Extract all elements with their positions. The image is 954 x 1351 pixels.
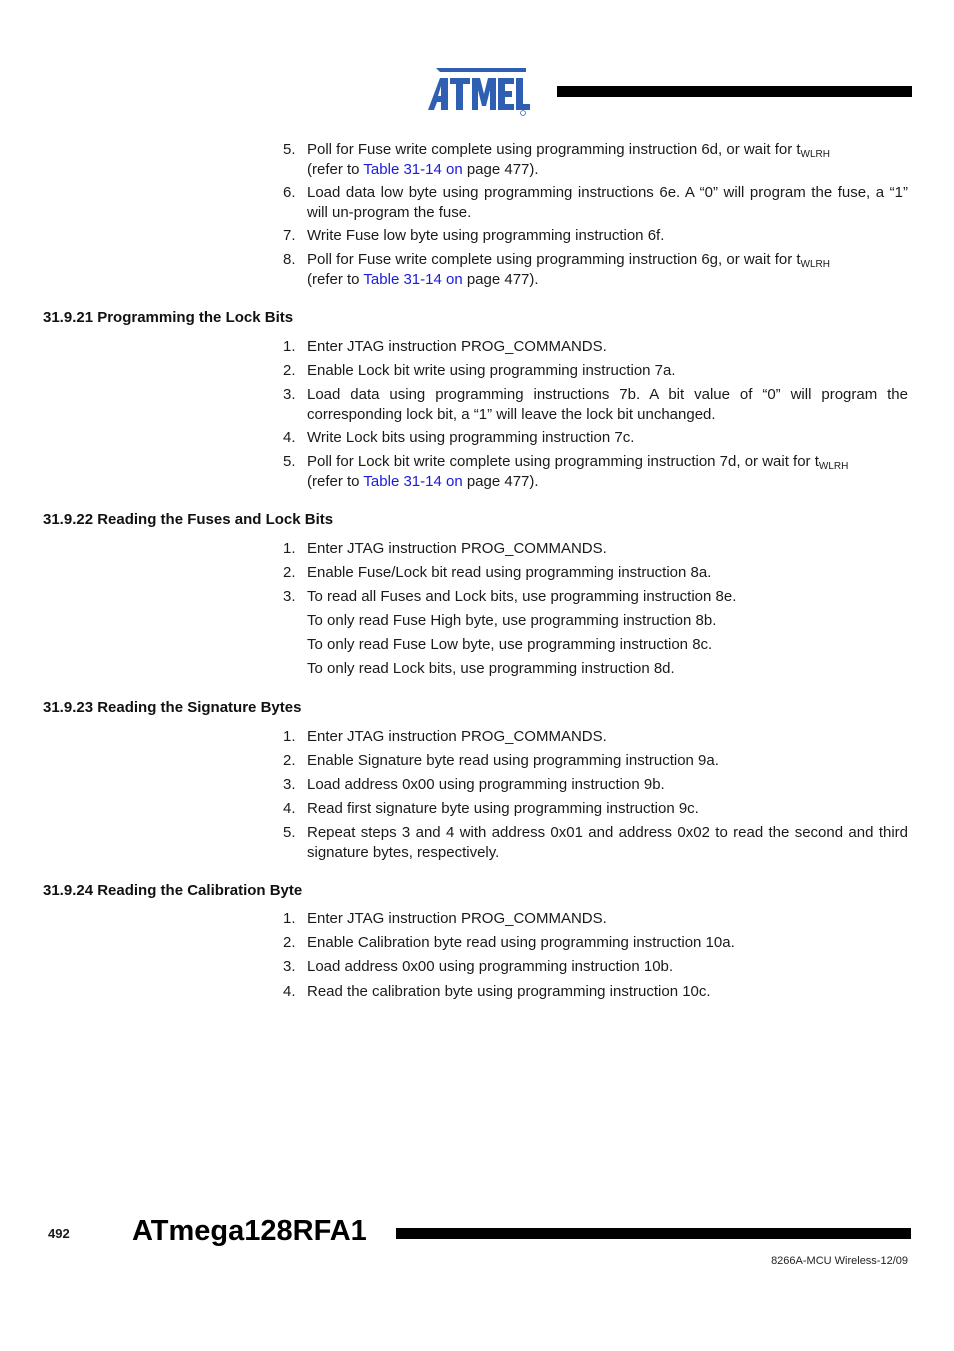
item-text: (refer to — [307, 270, 364, 288]
subscript: WLRH — [818, 461, 849, 472]
item-number: 1. — [283, 728, 296, 745]
item-text: (refer to — [307, 160, 364, 178]
item-text: Enable Fuse/Lock bit read using programming instruction 8a. — [307, 564, 712, 581]
section-heading: 31.9.24 Reading the Calibration Byte — [43, 882, 303, 899]
footer-rule — [396, 1228, 911, 1239]
subscript: WLRH — [800, 149, 830, 160]
item-text: To read all Fuses and Lock bits, use programming instruction 8e. — [307, 588, 737, 605]
item-number: 2. — [283, 934, 296, 951]
item-number: 1. — [283, 910, 296, 927]
note-text: To only read Lock bits, use programming instruction 8d. — [307, 660, 675, 677]
item-number: 1. — [283, 540, 296, 557]
item-text: page 477). — [462, 270, 539, 288]
item-number: 1. — [283, 338, 296, 355]
item-number: 4. — [283, 800, 296, 817]
document-title: ATmega128RFA1 — [132, 1215, 367, 1247]
item-text: Write Lock bits using programming instruction 7c. — [307, 429, 635, 446]
page-number: 492 — [48, 1226, 70, 1241]
note-text: To only read Fuse Low byte, use programming instruction 8c. — [307, 636, 713, 653]
table-link[interactable]: Table 31-14 on — [363, 160, 463, 178]
item-text: Enable Signature byte read using programming instruction 9a. — [307, 752, 719, 769]
item-text: Read the calibration byte using programming instruction 10c. — [307, 983, 711, 1000]
note-text: To only read Fuse High byte, use programming instruction 8b. — [307, 612, 717, 629]
item-number: 3. — [283, 776, 296, 793]
item-number: 8. — [283, 251, 296, 268]
item-text: Enable Calibration byte read using programming instruction 10a. — [307, 934, 735, 951]
item-number: 3. — [283, 588, 296, 605]
item-number: 4. — [283, 983, 296, 1000]
item-number: 5. — [283, 824, 296, 841]
item-number: 4. — [283, 429, 296, 446]
subscript: WLRH — [800, 259, 830, 270]
item-text: Enter JTAG instruction PROG_COMMANDS. — [307, 540, 607, 557]
item-text: page 477). — [462, 160, 539, 178]
item-text: Enable Lock bit write using programming instruction 7a. — [307, 362, 676, 379]
item-text: Load address 0x00 using programming instruction 9b. — [307, 776, 665, 793]
item-number: 2. — [283, 564, 296, 581]
section-heading: 31.9.23 Reading the Signature Bytes — [43, 699, 302, 716]
item-text: Enter JTAG instruction PROG_COMMANDS. — [307, 910, 607, 927]
item-number: 6. — [283, 184, 296, 201]
item-number: 5. — [283, 141, 296, 158]
item-text: Write Fuse low byte using programming instruction 6f. — [307, 227, 665, 244]
item-number: 3. — [283, 386, 296, 403]
item-text: Poll for Lock bit write complete using programming instruction 7d, or wait for t — [307, 453, 819, 470]
table-link[interactable]: Table 31-14 on — [363, 270, 463, 288]
item-text: Load address 0x00 using programming instruction 10b. — [307, 958, 674, 975]
item-text: Repeat steps 3 and 4 with address 0x01 and address 0x02 to read the second and third signature bytes, respectively. — [307, 824, 908, 861]
item-text: Enter JTAG instruction PROG_COMMANDS. — [307, 728, 607, 745]
item-text: Load data using programming instructions 7b. A bit value of “0” will program the corresponding lock bit, a “1” will leave the lock bit unchanged. — [307, 386, 908, 423]
item-number: 5. — [283, 453, 296, 470]
table-link[interactable]: Table 31-14 on — [363, 472, 463, 490]
header-rule — [557, 86, 912, 97]
item-text: (refer to — [307, 472, 364, 490]
item-number: 3. — [283, 958, 296, 975]
atmel-logo — [426, 66, 530, 116]
item-number: 2. — [283, 752, 296, 769]
item-number: 7. — [283, 227, 296, 244]
document-code: 8266A-MCU Wireless-12/09 — [771, 1255, 908, 1267]
item-text: Read first signature byte using programming instruction 9c. — [307, 800, 699, 817]
item-text: page 477). — [462, 472, 539, 490]
section-heading: 31.9.22 Reading the Fuses and Lock Bits — [43, 511, 334, 528]
section-heading: 31.9.21 Programming the Lock Bits — [43, 309, 294, 326]
item-text: Enter JTAG instruction PROG_COMMANDS. — [307, 338, 607, 355]
item-number: 2. — [283, 362, 296, 379]
item-text: Load data low byte using programming instructions 6e. A “0” will program the fuse, a “1” will un-program the fuse. — [307, 184, 908, 221]
item-text: Poll for Fuse write complete using programming instruction 6d, or wait for t — [307, 141, 801, 158]
item-text: Poll for Fuse write complete using programming instruction 6g, or wait for t — [307, 251, 801, 268]
